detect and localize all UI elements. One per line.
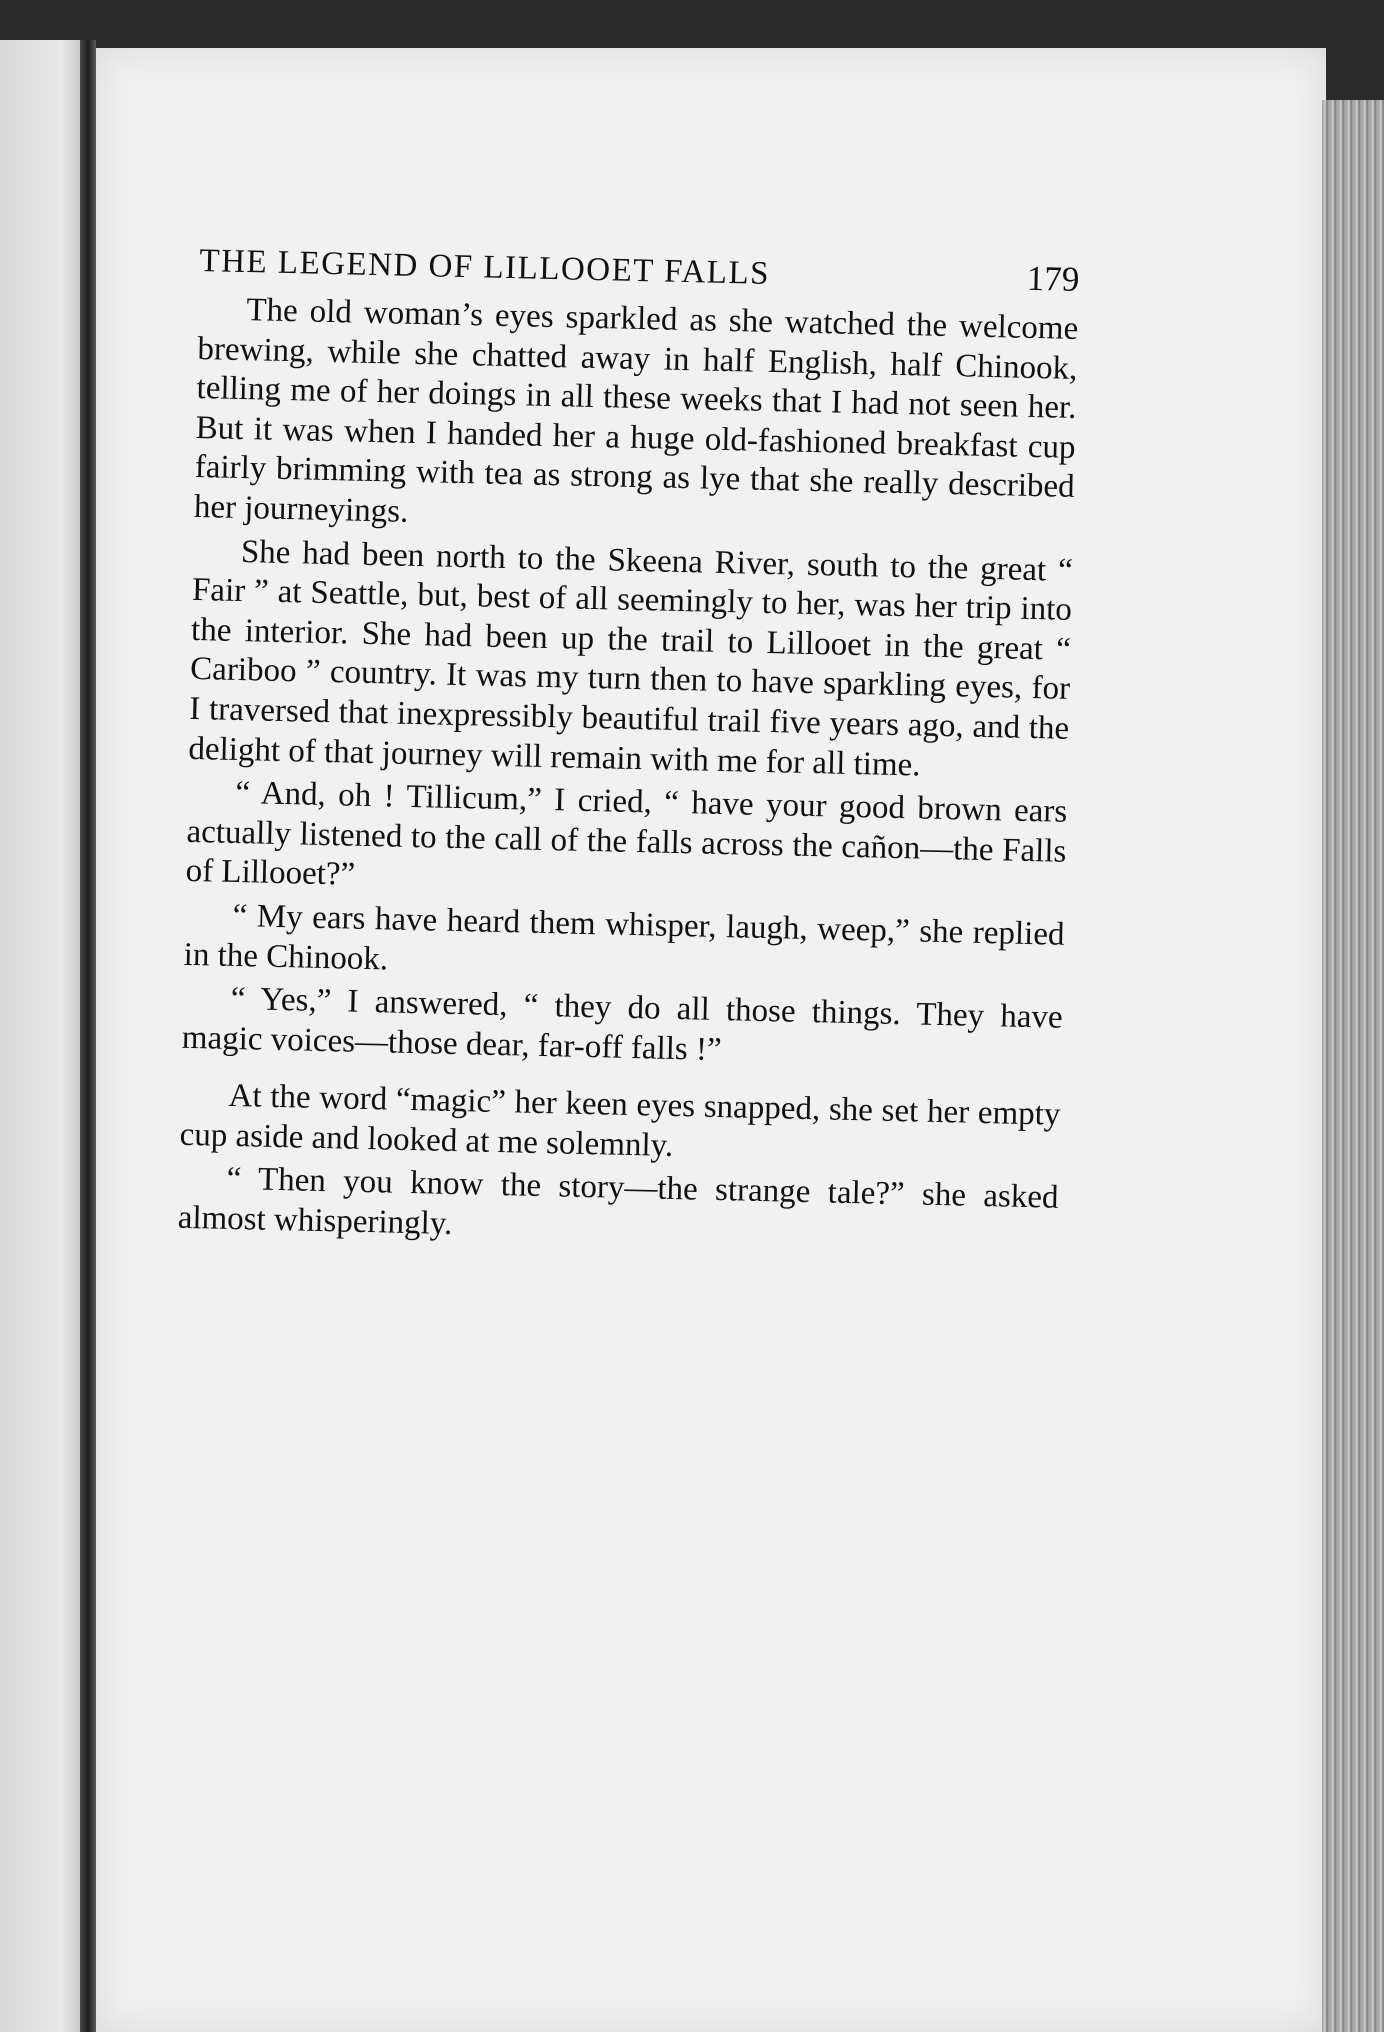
facing-page-edge	[0, 40, 88, 2032]
page-content	[177, 240, 1079, 1258]
paragraph: She had been north to the Skeena River, south to the great “ Fair ” at Seattle, but, best of all seemingly to her, was her trip into the interior. She had been up the trail to Lillooet in the great “ Cariboo ” country. It was my turn then to have sparkling eyes, for I traversed that inexpressibly beautiful trail five years ago, and the delight of that journey will remain with me for all time.	[188, 533, 1074, 784]
paragraph: “ Then you know the story—the strange tale?” she asked almost whisperingly.	[177, 1161, 1059, 1243]
page-number: 179	[1026, 258, 1080, 299]
running-title: THE LEGEND OF LILLOOET FALLS	[199, 242, 771, 292]
paragraph: The old woman’s eyes sparkled as she watched the welcome brewing, while she chatted away in half English, half Chinook, telling me of her doings in all these weeks that I had not seen her. But it was when I handed her a huge old-fashioned breakfast cup fairly brimming with tea as strong as lye that she really described her journeyings.	[193, 292, 1079, 530]
paragraph: At the word “magic” her keen eyes snapped, she set her empty cup aside and looked at me solemnly.	[179, 1078, 1061, 1164]
paragraph: “ My ears have heard them whisper, laugh, weep,” she replied in the Chinook.	[183, 897, 1065, 977]
page-block-edges	[1322, 100, 1384, 2032]
paragraph: “ Yes,” I answered, “ they do all those things. They have magic voices—those dear, far-off falls !”	[181, 980, 1063, 1068]
book-gutter	[80, 40, 96, 2032]
paragraph: “ And, oh ! Tillicum,” I cried, “ have your good brown ears actually listened to the call of the falls across the cañon—the Falls of Lillooet?”	[185, 775, 1068, 893]
